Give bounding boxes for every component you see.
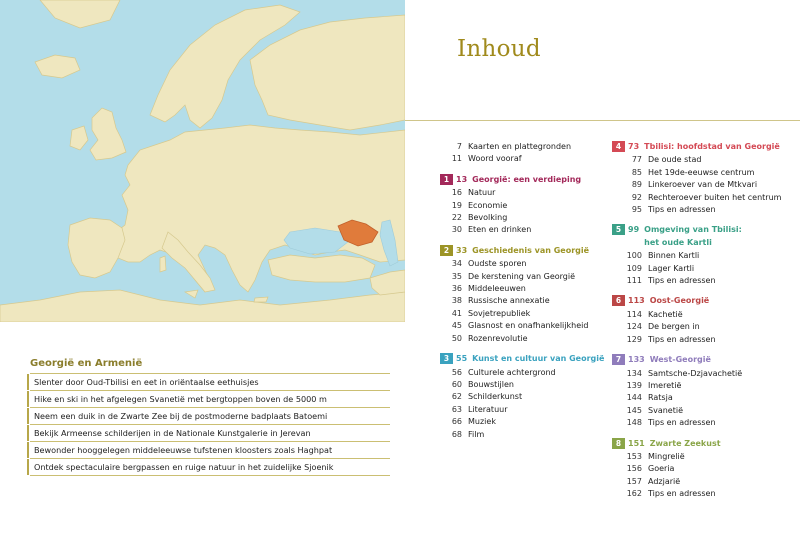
toc-entry-title: Literatuur [468,404,508,414]
greenland [40,0,120,28]
chapter-heading [612,295,800,307]
toc-page-number: 60 [451,379,462,389]
toc-page-number: 22 [451,213,462,223]
toc-entry-title: Mingrelië [648,451,685,461]
toc-entry [420,416,605,428]
highlight-item: Bewonder hooggelegen middeleeuwse tufstenen kloosters zoals Haghpat [30,441,390,458]
chapter-number-badge: 7 [612,354,625,365]
sicily [185,290,198,298]
toc-entry-title: Oudste sporen [468,259,527,269]
chapter-number-badge: 6 [612,295,625,306]
toc-entry [420,187,605,199]
turkey [268,255,375,282]
toc-entry [420,141,605,153]
toc-entry-title: Imeretië [648,380,682,390]
toc-entry-title: Tips en adressen [648,205,716,215]
toc-entry [420,271,605,283]
toc-page-number: 134 [626,368,642,378]
toc-page-number: 38 [451,296,462,306]
toc-entry [612,204,800,216]
chapter-heading [612,141,800,153]
chapter-title-wrap [650,438,721,450]
toc-entry-title: Kaarten en plattegronden [468,142,572,151]
toc-entry-title: Culturele achtergrond [468,367,556,377]
toc-entry [612,392,800,404]
iceland [35,55,80,78]
toc-page-number: 7 [456,142,462,151]
chapter-number-badge: 8 [612,438,625,449]
toc-entry [612,488,800,500]
toc-entry-title: Adzjarië [648,476,681,486]
chapter-page-number: 33 [456,245,468,255]
toc-chapter-1 [420,174,605,237]
toc-page-number: 156 [626,464,642,474]
toc-page-number: 50 [451,333,462,343]
toc-entry-title: Economie [468,200,508,210]
toc-entry [420,367,605,379]
chapter-title: Zwarte Zeekust [649,438,721,448]
toc-chapter-3 [420,353,605,441]
chapter-page-number: 133 [628,355,645,365]
toc-page-number: 157 [626,476,642,486]
chapter-heading [420,245,605,257]
toc-entry [612,309,800,321]
toc-entry-title: De bergen in [648,322,700,332]
chapter-title: West-Georgië [649,355,711,365]
chapter-page-number: 13 [456,174,468,184]
chapter-number-badge: 1 [440,174,453,185]
toc-entry [420,212,605,224]
toc-entry [420,153,605,165]
toc-entry [420,320,605,332]
toc-entry [612,154,800,166]
toc-entry [420,200,605,212]
europe-map-svg [0,0,405,322]
highlight-item: Ontdek spectaculaire bergpassen en ruige natuur in het zuidelijke Sjoenik [30,458,390,476]
chapter-title-wrap [644,224,742,249]
toc-entry-title: Rozenrevolutie [468,333,528,343]
toc-entry [612,263,800,275]
toc-entry [612,380,800,392]
toc-entry-title: Tips en adressen [648,489,716,499]
toc-entry-title: Schilderkunst [468,392,523,402]
toc-page-number: 45 [451,321,462,331]
toc-entry [612,334,800,346]
toc-page-number: 66 [451,417,462,427]
toc-chapter-2 [420,245,605,345]
toc-page-number: 124 [626,322,642,332]
chapter-title: Geschiedenis van Georgië [472,245,590,255]
toc-entry [420,429,605,441]
highlights-title: Georgië en Armenië [30,358,143,369]
toc-entry [612,451,800,463]
toc-page-number: 89 [631,180,642,190]
toc-page-number: 95 [631,205,642,215]
chapter-page-number: 99 [628,225,640,235]
chapter-number-badge: 4 [612,141,625,152]
toc-page-number: 56 [451,367,462,377]
toc-entry-title: Film [468,429,485,439]
toc-page-number: 100 [626,251,642,261]
chapter-title-wrap [472,353,604,365]
sardinia [160,256,166,272]
toc-page-number: 63 [451,404,462,414]
europe-map [0,0,405,322]
middle-east [370,270,405,295]
toc-entry-title: Tips en adressen [648,276,716,286]
toc-entry-title: Lager Kartli [648,263,695,273]
toc-entry [420,258,605,270]
toc-chapter-7 [612,354,800,429]
toc-entry-title: De kerstening van Georgië [468,271,576,281]
toc-page-number: 92 [631,192,642,202]
crete [254,297,268,302]
toc-page-number: 153 [626,451,642,461]
toc-entry-title: Bevolking [468,213,508,223]
toc-page-number: 19 [451,200,462,210]
chapter-page-number: 55 [456,354,468,364]
toc-page-number: 36 [451,284,462,294]
highlight-item: Bekijk Armeense schilderijen in de Nationale Kunstgalerie in Jerevan [30,424,390,441]
toc-entry-title: Ratsja [648,393,673,403]
toc-entry-title: Middeleeuwen [468,284,526,294]
toc-page-number: 129 [626,334,642,344]
highlights-list [30,373,390,476]
chapter-title-wrap [650,295,710,307]
chapter-page-number: 113 [628,296,645,306]
toc-page-number: 111 [626,276,642,286]
toc-chapter-8 [612,438,800,501]
toc-left-column [420,141,605,441]
chapter-title: Tbilisi: hoofdstad van Georgië [644,142,780,151]
toc-page-number: 30 [451,225,462,235]
toc-entry [612,405,800,417]
toc-entry [612,275,800,287]
toc-entry-title: Tips en adressen [648,418,716,428]
toc-page-number: 139 [626,380,642,390]
toc-entry-title: Het 19de-eeuwse centrum [648,167,755,177]
toc-entry [612,179,800,191]
toc-page-number: 148 [626,418,642,428]
chapter-heading [612,354,800,366]
toc-entry-title: Rechteroever buiten het centrum [648,192,782,202]
chapter-number-badge: 2 [440,245,453,256]
chapter-title-line2: het oude Kartli [644,237,712,247]
highlight-item: Slenter door Oud-Tbilisi en eet in oriëntaalse eethuisjes [30,373,390,390]
toc-entry [420,224,605,236]
toc-page-number: 16 [451,188,462,198]
toc-page-number: 11 [451,154,462,164]
toc-page-number: 145 [626,405,642,415]
page-title: Inhoud [457,36,541,62]
toc-entry [420,283,605,295]
toc-entry-title: Linkeroever van de Mtkvari [648,180,758,190]
chapter-title-wrap [650,354,711,366]
toc-entry [612,417,800,429]
great-britain [90,108,126,160]
chapter-title: Oost-Georgië [649,296,710,306]
toc-entry-title: Natuur [468,188,496,198]
toc-entry-title: Kachetië [648,309,683,319]
iberia [68,218,125,278]
toc-entry [612,476,800,488]
title-divider [405,120,800,121]
chapter-title: Kunst en cultuur van Georgië [472,354,605,364]
chapter-number-badge: 5 [612,224,625,235]
highlights-box [30,358,390,476]
toc-page-number: 162 [626,489,642,499]
toc-page-number: 85 [631,167,642,177]
toc-entry-title: Samtsche-Dzjavachetië [648,368,743,378]
toc-entry-title: Woord vooraf [468,154,522,164]
chapter-title: Omgeving van Tbilisi: [644,225,742,235]
north-africa [0,290,405,322]
chapter-page-number: 73 [628,142,640,151]
toc-entry [420,333,605,345]
chapter-title-wrap [644,141,780,153]
toc-page-number: 35 [451,271,462,281]
toc-chapter-5 [612,224,800,287]
toc-page-number: 34 [451,259,462,269]
highlight-item: Hike en ski in het afgelegen Svanetië met bergtoppen boven de 5000 m [30,390,390,407]
toc-entry [420,391,605,403]
toc-page-number: 68 [451,429,462,439]
toc-chapter-4 [612,141,800,216]
toc-entry-title: Svanetië [648,405,683,415]
toc-page-number: 41 [451,308,462,318]
toc-entry-title: Tips en adressen [648,334,716,344]
chapter-number-badge: 3 [440,353,453,364]
toc-entry-title: Russische annexatie [468,296,550,306]
chapter-heading [612,224,800,249]
toc-entry [612,167,800,179]
chapter-heading [612,438,800,450]
toc-entry-title: De oude stad [648,155,702,165]
toc-entry-title: Sovjetrepubliek [468,308,531,318]
toc-page-number: 109 [626,263,642,273]
toc-entry [420,404,605,416]
chapter-title-wrap [472,174,581,186]
toc-entry-title: Muziek [468,417,496,427]
toc-right-column [612,141,800,501]
toc-entry-title: Binnen Kartli [648,251,700,261]
chapter-page-number: 151 [628,438,645,448]
toc-page-number: 114 [626,309,642,319]
toc-page-number: 77 [631,155,642,165]
toc-entry [612,321,800,333]
toc-entry-title: Eten en drinken [468,225,532,235]
toc-entry-title: Glasnost en onafhankelijkheid [468,321,589,331]
chapter-heading [420,174,605,186]
chapter-title: Georgië: een verdieping [472,174,582,184]
chapter-heading [420,353,605,365]
toc-chapter-6 [612,295,800,346]
toc-entry-title: Goeria [648,464,675,474]
toc-page-number: 144 [626,393,642,403]
toc-entry [612,192,800,204]
toc-entry [420,295,605,307]
highlight-item: Neem een duik in de Zwarte Zee bij de postmoderne badplaats Batoemi [30,407,390,424]
ireland [70,126,88,150]
toc-page-number: 62 [451,392,462,402]
toc-entry-title: Bouwstijlen [468,379,514,389]
toc-entry [612,368,800,380]
toc-entry [420,379,605,391]
toc-entry [420,308,605,320]
chapter-title-wrap [472,245,589,257]
toc-entry [612,250,800,262]
toc-entry [612,463,800,475]
